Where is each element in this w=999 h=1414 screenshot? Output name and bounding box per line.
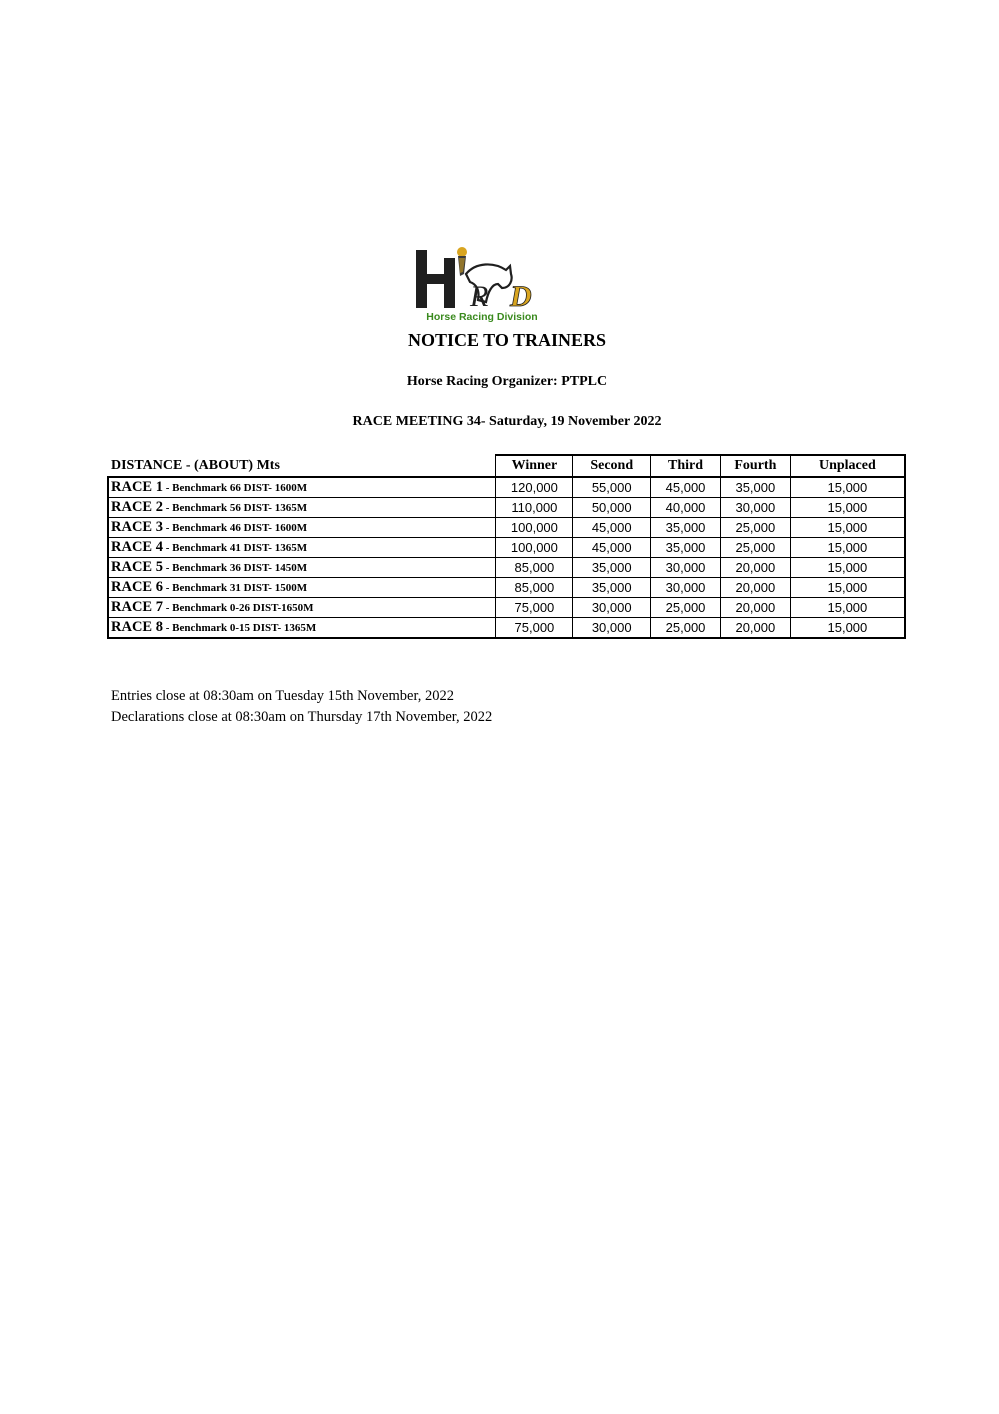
meeting-line: RACE MEETING 34- Saturday, 19 November 2022 bbox=[352, 414, 662, 429]
race-description: - Benchmark 31 DIST- 1500M bbox=[162, 582, 308, 594]
race-cell bbox=[108, 598, 496, 618]
prize-fourth: 20,000 bbox=[720, 598, 790, 618]
race-cell bbox=[108, 618, 496, 639]
table-row bbox=[108, 618, 905, 639]
race-number: RACE 6 bbox=[111, 579, 163, 595]
race-cell bbox=[108, 578, 496, 598]
prize-winner: 120,000 bbox=[496, 477, 573, 498]
svg-text:R: R bbox=[470, 280, 489, 313]
entries-close-note: Entries close at 08:30am on Tuesday 15th November, 2022 bbox=[111, 688, 454, 704]
prize-winner: 85,000 bbox=[496, 578, 573, 598]
header-second: Second bbox=[573, 455, 651, 477]
table-row bbox=[108, 598, 905, 618]
prize-fourth: 25,000 bbox=[720, 538, 790, 558]
prize-second: 45,000 bbox=[573, 538, 651, 558]
logo-caption: Horse Racing Division bbox=[426, 311, 538, 323]
prize-unplaced: 15,000 bbox=[790, 618, 905, 639]
prize-second: 35,000 bbox=[573, 558, 651, 578]
race-description: - Benchmark 0-15 DIST- 1365M bbox=[162, 622, 317, 634]
header-fourth: Fourth bbox=[720, 455, 790, 477]
prize-fourth: 20,000 bbox=[720, 618, 790, 639]
prize-second: 50,000 bbox=[573, 498, 651, 518]
race-number: RACE 1 bbox=[111, 479, 163, 495]
prize-second: 30,000 bbox=[573, 598, 651, 618]
race-number: RACE 5 bbox=[111, 559, 163, 575]
race-cell bbox=[108, 498, 496, 518]
race-cell bbox=[108, 538, 496, 558]
prize-third: 30,000 bbox=[651, 578, 721, 598]
prize-third: 25,000 bbox=[651, 598, 721, 618]
race-number: RACE 3 bbox=[111, 519, 163, 535]
prize-unplaced: 15,000 bbox=[790, 598, 905, 618]
table-row bbox=[108, 518, 905, 538]
race-description: - Benchmark 41 DIST- 1365M bbox=[162, 542, 308, 554]
prize-table bbox=[107, 454, 906, 639]
race-cell bbox=[108, 518, 496, 538]
prize-second: 30,000 bbox=[573, 618, 651, 639]
race-description: - Benchmark 66 DIST- 1600M bbox=[162, 482, 308, 494]
table-row bbox=[108, 578, 905, 598]
prize-unplaced: 15,000 bbox=[790, 477, 905, 498]
declarations-close-note: Declarations close at 08:30am on Thursday 17th November, 2022 bbox=[111, 709, 493, 725]
prize-unplaced: 15,000 bbox=[790, 578, 905, 598]
header-third: Third bbox=[651, 455, 721, 477]
prize-fourth: 30,000 bbox=[720, 498, 790, 518]
prize-fourth: 35,000 bbox=[720, 477, 790, 498]
race-cell bbox=[108, 477, 496, 498]
prize-winner: 75,000 bbox=[496, 618, 573, 639]
prize-second: 45,000 bbox=[573, 518, 651, 538]
table-row bbox=[108, 477, 905, 498]
prize-winner: 85,000 bbox=[496, 558, 573, 578]
race-number: RACE 8 bbox=[111, 619, 163, 635]
prize-third: 35,000 bbox=[651, 518, 721, 538]
race-description: - Benchmark 56 DIST- 1365M bbox=[162, 502, 308, 514]
race-number: RACE 4 bbox=[111, 539, 163, 555]
header-winner: Winner bbox=[496, 455, 573, 477]
prize-third: 30,000 bbox=[651, 558, 721, 578]
race-description: - Benchmark 36 DIST- 1450M bbox=[162, 562, 308, 574]
prize-fourth: 20,000 bbox=[720, 578, 790, 598]
prize-winner: 100,000 bbox=[496, 538, 573, 558]
svg-text:D: D bbox=[510, 280, 532, 313]
race-number: RACE 2 bbox=[111, 499, 163, 515]
table-row bbox=[108, 558, 905, 578]
prize-fourth: 20,000 bbox=[720, 558, 790, 578]
prize-unplaced: 15,000 bbox=[790, 558, 905, 578]
prize-third: 35,000 bbox=[651, 538, 721, 558]
prize-second: 55,000 bbox=[573, 477, 651, 498]
header-unplaced: Unplaced bbox=[790, 455, 905, 477]
race-description: - Benchmark 46 DIST- 1600M bbox=[162, 522, 308, 534]
race-cell bbox=[108, 558, 496, 578]
prize-third: 45,000 bbox=[651, 477, 721, 498]
prize-fourth: 25,000 bbox=[720, 518, 790, 538]
prize-unplaced: 15,000 bbox=[790, 498, 905, 518]
closing-notes bbox=[111, 686, 492, 728]
page-title: NOTICE TO TRAINERS bbox=[407, 330, 607, 350]
prize-unplaced: 15,000 bbox=[790, 538, 905, 558]
header-distance: DISTANCE - (ABOUT) Mts bbox=[108, 455, 496, 477]
prize-second: 35,000 bbox=[573, 578, 651, 598]
prize-third: 40,000 bbox=[651, 498, 721, 518]
table-header-row bbox=[108, 455, 905, 477]
prize-winner: 110,000 bbox=[496, 498, 573, 518]
prize-winner: 100,000 bbox=[496, 518, 573, 538]
prize-unplaced: 15,000 bbox=[790, 518, 905, 538]
race-number: RACE 7 bbox=[111, 599, 163, 615]
prize-winner: 75,000 bbox=[496, 598, 573, 618]
organizer-line: Horse Racing Organizer: PTPLC bbox=[406, 374, 608, 389]
race-description: - Benchmark 0-26 DIST-1650M bbox=[162, 602, 314, 614]
table-row bbox=[108, 498, 905, 518]
table-row bbox=[108, 538, 905, 558]
prize-third: 25,000 bbox=[651, 618, 721, 639]
